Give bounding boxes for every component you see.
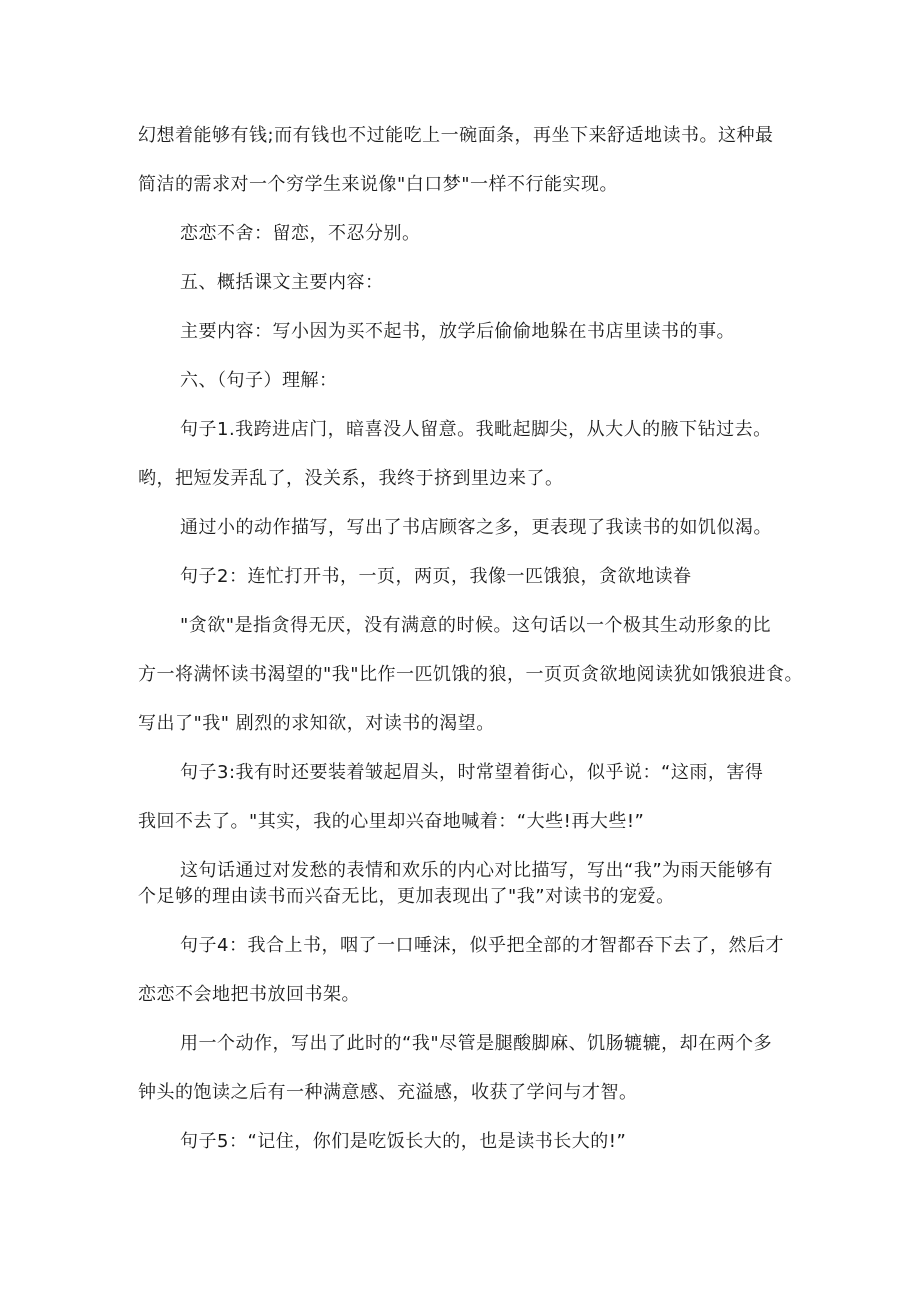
paragraph-line: 写出了"我" 剧烈的求知欲，对读书的渴望。 [138,713,495,734]
paragraph-line: 通过小的动作描写，写出了书店顾客之多，更表现了我读书的如饥似渴。 [180,517,772,538]
paragraph-line: 幻想着能够有钱;而有钱也不过能吃上一碗面条，再坐下来舒适地读书。这种最 [138,125,774,146]
section-heading: 六、（句子）理解： [180,370,338,391]
sentence-line: 恋恋不会地把书放回书架。 [138,984,360,1005]
definition-line: 恋恋不舍：留恋，不忍分别。 [180,223,421,244]
sentence-line: 哟，把短发弄乱了，没关系，我终于挤到里边来了。 [138,468,564,489]
sentence-line: 句子1.我跨进店门，暗喜没人留意。我毗起脚尖，从大人的腋下钻过去。 [180,419,772,440]
paragraph-line: 简洁的需求对一个穷学生来说像"白口梦"一样不行能实现。 [138,174,619,195]
sentence-line: 句子3:我有时还要装着皱起眉头，时常望着街心，似乎说：“这雨，害得 [180,762,764,783]
paragraph-line: 钟头的饱读之后有一种满意感、充溢感，收获了学问与才智。 [138,1082,638,1103]
paragraph-line: 个足够的理由读书而兴奋无比，更加表现出了"我”对读书的宠爱。 [138,886,675,907]
sentence-line: 句子2：连忙打开书，一页，两页，我像一匹饿狼，贪欲地读眷 [180,566,692,587]
paragraph-line: 用一个动作，写出了此时的“我"尽管是腿酸脚麻、饥肠辘辘，却在两个多 [180,1033,773,1054]
paragraph-line: "贪欲"是指贪得无厌，没有满意的时候。这句话以一个极其生动形象的比 [180,615,772,636]
sentence-line: 我回不去了。"其实，我的心里却兴奋地喊着：“大些!再大些!” [138,811,645,832]
section-heading: 五、概括课文主要内容： [180,272,384,293]
sentence-line: 句子5：“记住，你们是吃饭长大的，也是读书长大的!” [180,1131,627,1152]
paragraph-line: 方一将满怀读书渴望的"我"比作一匹饥饿的狼，一页页贪欲地阅读犹如饿狼进食。 [138,664,804,685]
sentence-line: 句子4：我合上书，咽了一口唾沫，似乎把全部的才智都吞下去了，然后才 [180,935,784,956]
paragraph-line: 这句话通过对发愁的表情和欢乐的内心对比描写，写出“我”为雨天能够有 [180,860,774,881]
paragraph-line: 主要内容：写小因为买不起书，放学后偷偷地躲在书店里读书的事。 [180,321,735,342]
